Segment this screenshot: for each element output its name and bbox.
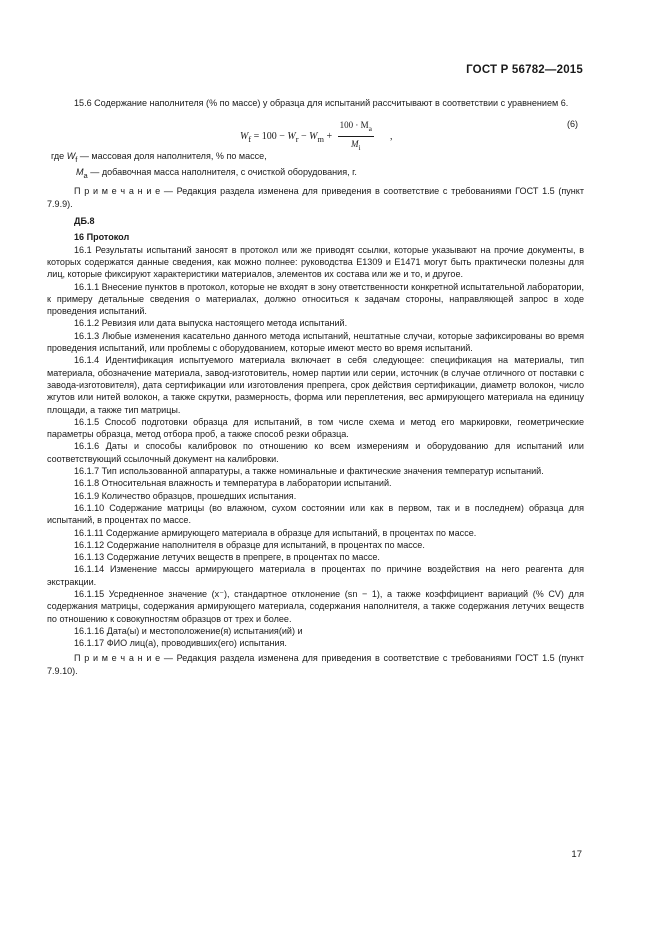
paragraph-16-1-11: 16.1.11 Содержание армирующего материала в образце для испытаний, в процентах по массе.	[74, 527, 477, 538]
paragraph-16-1-17: 16.1.17 ФИО лиц(а), проводивших(его) испытания.	[74, 638, 287, 649]
paragraph-16-1-1: 16.1.1 Внесение пунктов в протокол, которые не входят в зону ответственности конкретной испытательной лаборатории, к примеру детальные сведения о материалах, должно относиться к задачам стороны, направляющей запрос в ходе проведения испытаний.	[47, 281, 584, 317]
equation-6	[47, 112, 584, 153]
formula-eq: = 100 −	[251, 131, 288, 143]
denominator-sub: i	[358, 143, 361, 153]
paragraph-16-1-3: 16.1.3 Любые изменения касательно данного метода испытаний, нештатные случаи, которые зафиксированы во время проведения испытаний, или проблемы с оборудованием, которые имеют место во время испытаний.	[47, 330, 584, 354]
legend-m-sub: a	[83, 171, 88, 181]
formula-t2-sub: m	[317, 135, 324, 145]
legend-prefix: где	[51, 151, 67, 162]
formula-lhs: W	[240, 131, 249, 143]
legend-m-desc: — добавочная масса наполнителя, с очисткой оборудования, г.	[87, 167, 357, 178]
paragraph-16-1-6: 16.1.6 Даты и способы калибровок по отношению ко всем измерениям и оборудованию для испытаний или соответствующий ссылочный документ на калибровки.	[47, 441, 584, 464]
formula-comma: ,	[389, 131, 393, 143]
paragraph-16-1-2: 16.1.2 Ревизия или дата выпуска настоящего метода испытаний.	[74, 318, 348, 329]
paragraph-16-1-5: 16.1.5 Способ подготовки образца для испытаний, в том числе схема и метод его маркировки, геометрические параметры образца, метод отбора проб, а также способ резки образца.	[47, 416, 584, 440]
fraction-numerator	[338, 119, 374, 137]
numerator-text: 100 · M	[339, 120, 369, 131]
section-db8: ДБ.8	[74, 216, 95, 227]
document-header: ГОСТ Р 56782—2015	[466, 64, 583, 76]
paragraph-16-1-12: 16.1.12 Содержание наполнителя в образце для испытаний, в процентах по массе.	[74, 539, 425, 550]
paragraph-16-1: 16.1 Результаты испытаний заносят в протокол или же приводят ссылки, которые указывают на прочие документы, в которых содержатся данные сведения, как можно полнее: руководства Е1309 и Е1471 могут быть практически полезны для лиц, которые фиксируют характеристики материалов, элементов их состава или же и то, и другое.	[47, 244, 584, 280]
paragraph-16-1-8: 16.1.8 Относительная влажность и температура в лаборатории испытаний.	[74, 478, 392, 489]
paragraph-15-6: 15.6 Содержание наполнителя (% по массе) у образца для испытаний рассчитывают в соответствии с уравнением 6.	[74, 98, 569, 108]
paragraph-16-1-14: 16.1.14 Изменение массы армирующего материала в процентах по причине воздействия на него реагента для экстракции.	[47, 564, 584, 587]
paragraph-16-1-15: 16.1.15 Усредненное значение (x⁻), стандартное отклонение (sn − 1), а также коэффициент вариаций (% CV) для содержания матрицы, содержания армирующего материала, содержания наполнителя, а также содержания летучих веществ по отношению к совокупностям образцов от трех и более.	[47, 588, 584, 624]
formula-legend	[47, 150, 584, 182]
paragraph-16-1-10: 16.1.10 Содержание матрицы (во влажном, сухом состоянии или как в первом, так и в последнем) образца для испытаний, в процентах по массе.	[47, 502, 584, 526]
numerator-sub: a	[368, 124, 372, 134]
note-2: П р и м е ч а н и е — Редакция раздела изменена для приведения в соответствие с требованиями ГОСТ 1.5 (пункт 7.9.10).	[47, 653, 584, 676]
paragraph-16-1-4: 16.1.4 Идентификация испытуемого материала включает в себя следующее: спецификация на материалы, тип материала, обозначение материала, завод-изготовитель, номер партии или серии, источник (в случае отличного от поставки с завода-изготовителя), дата сертификации или изготовления препрега, срок действия сертификации, диаметр волокон, число жгутов или нитей волокон, а также скрутки, размерность, форма или переплетения, вес армирующего материала на единицу площади, а также тип матрицы.	[47, 355, 584, 415]
legend-m-symbol: M	[76, 167, 84, 178]
equation-number: (6)	[566, 119, 578, 130]
legend-w-desc: — массовая доля наполнителя, % по массе,	[77, 151, 267, 162]
paragraph-16-1-13: 16.1.13 Содержание летучих веществ в препреге, в процентах по массе.	[74, 552, 380, 563]
formula-plus: +	[324, 131, 335, 143]
formula-t2: W	[309, 131, 318, 143]
legend-w-symbol: W	[66, 151, 76, 162]
document-body	[47, 97, 584, 677]
note-1: П р и м е ч а н и е — Редакция раздела изменена для приведения в соответствие с требованиями ГОСТ 1.5 (пункт 7.9.9).	[47, 186, 584, 209]
section-16-title: 16 Протокол	[74, 232, 130, 243]
formula-lhs-sub: f	[248, 135, 252, 145]
legend-w-sub: f	[75, 155, 78, 165]
paragraph-16-1-9: 16.1.9 Количество образцов, прошедших испытания.	[74, 490, 297, 501]
formula-fraction	[338, 119, 374, 154]
paragraph-16-1-7: 16.1.7 Тип использованной аппаратуры, а также номинальные и фактические значения температур испытаний.	[74, 466, 544, 477]
formula-t1-sub: r	[295, 135, 299, 145]
legend-row-wf	[47, 150, 584, 166]
page-number: 17	[571, 849, 582, 860]
formula-minus: −	[298, 131, 310, 143]
paragraph-16-1-16: 16.1.16 Дата(ы) и местоположение(я) испытания(ий) и	[74, 625, 303, 636]
formula-t1: W	[287, 131, 296, 143]
legend-row-ma	[47, 166, 584, 182]
denominator-text: M	[351, 139, 359, 150]
equation-expression	[240, 119, 392, 154]
